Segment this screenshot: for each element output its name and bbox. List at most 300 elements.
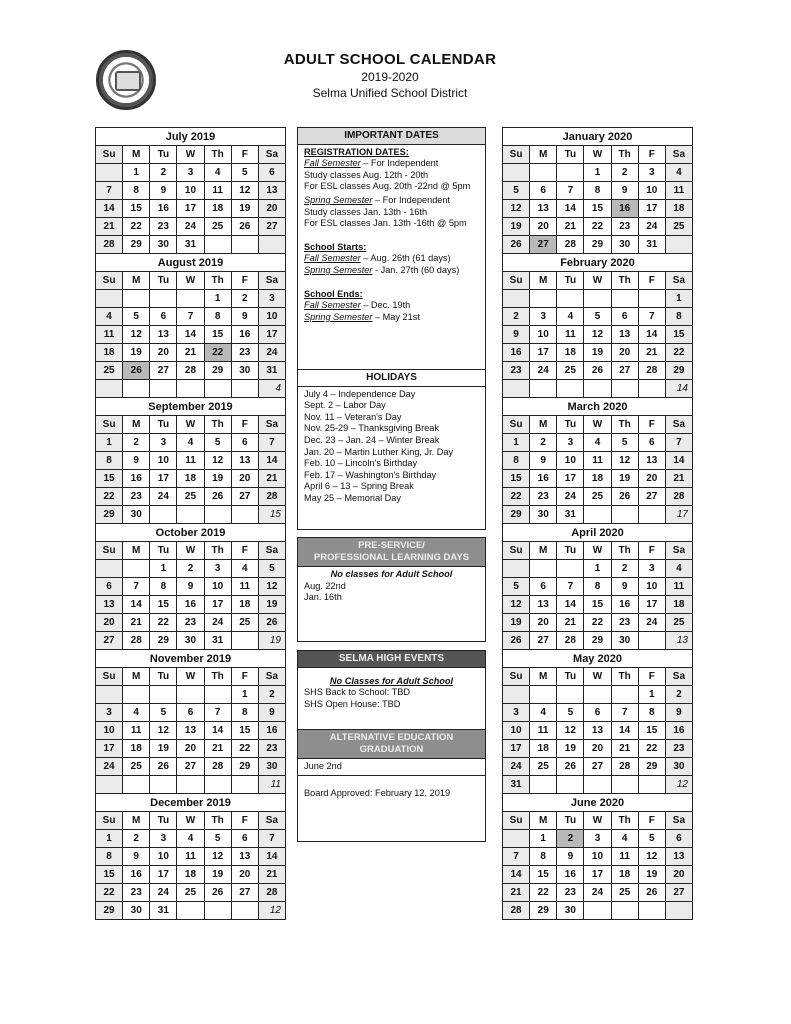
day-cell: 12 (150, 722, 177, 740)
weekday-header: F (231, 668, 258, 686)
day-cell: 21 (204, 740, 231, 758)
day-cell: 19 (503, 218, 530, 236)
holiday-item: Dec. 23 – Jan. 24 – Winter Break (304, 434, 440, 445)
weekday-header: Sa (258, 812, 285, 830)
day-cell (557, 776, 584, 794)
day-cell: 22 (584, 218, 611, 236)
day-cell (611, 290, 638, 308)
day-cell: 6 (530, 578, 557, 596)
weekday-header: Su (96, 812, 123, 830)
day-cell: 19 (584, 344, 611, 362)
day-cell: 1 (530, 830, 557, 848)
weekday-header: Su (503, 812, 530, 830)
day-cell (231, 776, 258, 794)
day-cell: 28 (503, 902, 530, 920)
day-cell (584, 686, 611, 704)
day-cell (557, 560, 584, 578)
day-cell: 27 (584, 758, 611, 776)
day-cell: 15 (123, 200, 150, 218)
day-cell (123, 776, 150, 794)
day-cell: 29 (584, 236, 611, 254)
day-cell (231, 236, 258, 254)
day-cell: 7 (638, 308, 665, 326)
day-cell: 13 (530, 200, 557, 218)
day-cell: 12 (204, 452, 231, 470)
day-cell: 23 (150, 218, 177, 236)
day-cell: 4 (96, 308, 123, 326)
day-cell (177, 776, 204, 794)
day-cell: 24 (150, 488, 177, 506)
day-cell: 16 (123, 470, 150, 488)
day-cell: 8 (150, 578, 177, 596)
day-cell: 12 (204, 848, 231, 866)
reg-spring-label: Spring Semester (304, 194, 373, 205)
day-cell: 10 (258, 308, 285, 326)
day-cell: 16 (611, 596, 638, 614)
day-cell: 1 (96, 830, 123, 848)
day-cell: 25 (96, 362, 123, 380)
day-cell: 5 (150, 704, 177, 722)
day-cell: 26 (503, 236, 530, 254)
calendar-column-right (502, 127, 693, 920)
day-cell: 22 (231, 740, 258, 758)
day-cell (231, 506, 258, 524)
day-cell: 12 (611, 452, 638, 470)
holiday-item: Sept. 2 – Labor Day (304, 400, 386, 411)
day-cell: 27 (611, 362, 638, 380)
school-starts-title: School Starts: (304, 241, 367, 252)
day-cell: 6 (231, 434, 258, 452)
weekday-header: F (638, 668, 665, 686)
day-cell: 22 (150, 614, 177, 632)
day-cell: 18 (584, 470, 611, 488)
weekday-header: Tu (150, 812, 177, 830)
day-cell: 23 (231, 344, 258, 362)
day-cell: 30 (530, 506, 557, 524)
weekday-header: Sa (258, 668, 285, 686)
day-cell: 23 (557, 884, 584, 902)
day-cell: 23 (665, 740, 692, 758)
reg-spring-text: – For Independent (372, 194, 451, 205)
starts-fall-label: Fall Semester (304, 253, 361, 264)
day-cell: 3 (530, 308, 557, 326)
day-cell: 24 (638, 218, 665, 236)
day-cell: 23 (611, 614, 638, 632)
day-cell: 8 (530, 848, 557, 866)
day-cell: 27 (530, 236, 557, 254)
weekday-header: M (123, 542, 150, 560)
day-cell: 4 (530, 704, 557, 722)
day-cell: 20 (611, 344, 638, 362)
instruction-day-count: 13 (665, 632, 692, 650)
day-cell: 13 (96, 596, 123, 614)
day-cell: 12 (123, 326, 150, 344)
day-cell: 5 (557, 704, 584, 722)
day-cell (96, 164, 123, 182)
day-cell: 2 (231, 290, 258, 308)
day-cell: 18 (557, 344, 584, 362)
holiday-item: Jan. 20 – Martin Luther King, Jr. Day (304, 446, 454, 457)
day-cell: 26 (503, 632, 530, 650)
day-cell: 29 (584, 632, 611, 650)
day-cell: 7 (611, 704, 638, 722)
day-cell: 19 (503, 614, 530, 632)
day-cell: 1 (584, 164, 611, 182)
day-cell: 12 (231, 182, 258, 200)
day-cell: 4 (123, 704, 150, 722)
weekday-header: M (530, 272, 557, 290)
day-cell: 13 (177, 722, 204, 740)
day-cell (611, 506, 638, 524)
weekday-header: Su (96, 272, 123, 290)
registration-title: REGISTRATION DATES: (304, 146, 409, 157)
day-cell: 1 (503, 434, 530, 452)
day-cell: 24 (503, 758, 530, 776)
day-cell: 31 (258, 362, 285, 380)
day-cell: 22 (96, 488, 123, 506)
day-cell: 13 (611, 326, 638, 344)
day-cell: 8 (584, 182, 611, 200)
day-cell: 24 (204, 614, 231, 632)
day-cell (584, 506, 611, 524)
day-cell: 28 (96, 236, 123, 254)
weekday-header: W (177, 146, 204, 164)
day-cell (584, 902, 611, 920)
day-cell: 25 (584, 488, 611, 506)
selma-events-heading: SELMA HIGH EVENTS (298, 651, 485, 668)
day-cell: 26 (584, 362, 611, 380)
day-cell: 5 (584, 308, 611, 326)
day-cell: 17 (530, 344, 557, 362)
weekday-header: Tu (557, 416, 584, 434)
weekday-header: W (584, 272, 611, 290)
day-cell: 26 (204, 884, 231, 902)
day-cell: 17 (177, 200, 204, 218)
instruction-day-count: 11 (258, 776, 285, 794)
day-cell: 21 (258, 866, 285, 884)
day-cell: 10 (177, 182, 204, 200)
month-grid (95, 127, 286, 920)
day-cell (231, 380, 258, 398)
day-cell: 1 (150, 560, 177, 578)
month-name: January 2020 (503, 128, 693, 146)
day-cell: 8 (665, 308, 692, 326)
month-name: October 2019 (96, 524, 286, 542)
day-cell: 25 (177, 488, 204, 506)
day-cell: 16 (177, 596, 204, 614)
weekday-header: M (123, 146, 150, 164)
preservice-note: No classes for Adult School (330, 569, 453, 579)
day-cell: 24 (96, 758, 123, 776)
weekday-header: Su (503, 272, 530, 290)
day-cell: 10 (584, 848, 611, 866)
day-cell: 31 (557, 506, 584, 524)
day-cell: 12 (258, 578, 285, 596)
day-cell: 6 (177, 704, 204, 722)
day-cell (204, 506, 231, 524)
day-cell (177, 290, 204, 308)
day-cell: 1 (123, 164, 150, 182)
day-cell: 9 (611, 182, 638, 200)
day-cell: 4 (204, 164, 231, 182)
weekday-header: Th (611, 812, 638, 830)
day-cell: 9 (530, 452, 557, 470)
weekday-header: Th (204, 542, 231, 560)
day-cell: 2 (150, 164, 177, 182)
day-cell: 3 (150, 830, 177, 848)
day-cell: 6 (611, 308, 638, 326)
weekday-header: Su (503, 542, 530, 560)
calendar-column-left (95, 127, 286, 920)
day-cell: 20 (530, 614, 557, 632)
day-cell (638, 290, 665, 308)
day-cell: 11 (204, 182, 231, 200)
day-cell: 21 (611, 740, 638, 758)
day-cell: 11 (123, 722, 150, 740)
weekday-header: M (530, 416, 557, 434)
day-cell: 14 (204, 722, 231, 740)
weekday-header: W (584, 812, 611, 830)
day-cell: 23 (258, 740, 285, 758)
weekday-header: F (638, 272, 665, 290)
weekday-header: Tu (557, 668, 584, 686)
day-cell: 21 (258, 470, 285, 488)
day-cell: 14 (177, 326, 204, 344)
day-cell: 14 (638, 326, 665, 344)
day-cell: 12 (638, 848, 665, 866)
month-grid (502, 127, 693, 920)
day-cell: 6 (584, 704, 611, 722)
instruction-day-count: 4 (258, 380, 285, 398)
weekday-header: M (123, 668, 150, 686)
day-cell: 5 (123, 308, 150, 326)
day-cell (530, 380, 557, 398)
day-cell (665, 236, 692, 254)
day-cell: 13 (150, 326, 177, 344)
day-cell: 21 (557, 614, 584, 632)
instruction-day-count: 19 (258, 632, 285, 650)
day-cell: 24 (557, 488, 584, 506)
day-cell (530, 164, 557, 182)
day-cell: 6 (665, 830, 692, 848)
day-cell: 17 (150, 470, 177, 488)
month-name: May 2020 (503, 650, 693, 668)
day-cell (96, 380, 123, 398)
day-cell: 7 (177, 308, 204, 326)
day-cell: 22 (204, 344, 231, 362)
weekday-header: Su (96, 416, 123, 434)
day-cell: 9 (123, 848, 150, 866)
day-cell (611, 902, 638, 920)
day-cell: 14 (123, 596, 150, 614)
day-cell (503, 164, 530, 182)
day-cell (177, 380, 204, 398)
weekday-header: Sa (665, 272, 692, 290)
reg-fall-label: Fall Semester (304, 158, 361, 169)
alt-graduation-box (297, 730, 486, 842)
reg-spring-esl: For ESL classes Jan. 13th -16th @ 5pm (304, 218, 467, 229)
day-cell: 4 (177, 434, 204, 452)
day-cell: 30 (557, 902, 584, 920)
day-cell: 10 (96, 722, 123, 740)
day-cell: 1 (584, 560, 611, 578)
day-cell: 5 (638, 830, 665, 848)
day-cell: 17 (503, 740, 530, 758)
day-cell: 3 (503, 704, 530, 722)
day-cell: 11 (177, 848, 204, 866)
day-cell: 4 (665, 560, 692, 578)
day-cell (557, 164, 584, 182)
day-cell: 25 (231, 614, 258, 632)
day-cell (150, 776, 177, 794)
day-cell (177, 506, 204, 524)
day-cell: 19 (123, 344, 150, 362)
weekday-header: Su (503, 416, 530, 434)
instruction-day-count: 17 (665, 506, 692, 524)
day-cell: 19 (204, 866, 231, 884)
holiday-item: Nov. 11 – Veteran's Day (304, 411, 402, 422)
day-cell: 15 (530, 866, 557, 884)
weekday-header: Th (611, 416, 638, 434)
day-cell (150, 380, 177, 398)
day-cell: 22 (665, 344, 692, 362)
day-cell: 17 (204, 596, 231, 614)
day-cell: 15 (204, 326, 231, 344)
selma-event-1: SHS Back to School: TBD (304, 687, 411, 698)
day-cell: 20 (231, 866, 258, 884)
weekday-header: M (123, 416, 150, 434)
reg-fall-esl: For ESL classes Aug. 20th -22nd @ 5pm (304, 181, 471, 192)
day-cell: 18 (231, 596, 258, 614)
starts-spring-label: Spring Semester (304, 264, 373, 275)
day-cell: 19 (150, 740, 177, 758)
day-cell: 2 (557, 830, 584, 848)
weekday-header: F (638, 812, 665, 830)
day-cell: 13 (231, 452, 258, 470)
day-cell: 4 (557, 308, 584, 326)
page-title: ADULT SCHOOL CALENDAR (283, 51, 497, 68)
day-cell: 2 (611, 164, 638, 182)
day-cell (503, 380, 530, 398)
day-cell: 21 (638, 344, 665, 362)
starts-fall-text: – Aug. 26th (61 days) (360, 253, 451, 264)
day-cell: 31 (150, 902, 177, 920)
day-cell: 11 (665, 182, 692, 200)
day-cell: 25 (123, 758, 150, 776)
day-cell (503, 686, 530, 704)
month-name: February 2020 (503, 254, 693, 272)
day-cell (584, 380, 611, 398)
day-cell: 16 (231, 326, 258, 344)
weekday-header: M (123, 272, 150, 290)
weekday-header: Sa (258, 416, 285, 434)
preservice-heading-1: PRE-SERVICE/ (358, 540, 425, 551)
day-cell: 26 (557, 758, 584, 776)
month-name: December 2019 (96, 794, 286, 812)
day-cell: 26 (611, 488, 638, 506)
day-cell: 30 (665, 758, 692, 776)
day-cell: 28 (557, 632, 584, 650)
weekday-header: F (231, 542, 258, 560)
weekday-header: Th (204, 416, 231, 434)
day-cell (611, 686, 638, 704)
day-cell: 24 (258, 344, 285, 362)
day-cell: 27 (96, 632, 123, 650)
reg-fall-study: Study classes Aug. 12th - 20th (304, 169, 429, 180)
day-cell: 26 (123, 362, 150, 380)
day-cell (557, 290, 584, 308)
day-cell: 8 (96, 848, 123, 866)
day-cell: 11 (611, 848, 638, 866)
day-cell: 10 (150, 848, 177, 866)
day-cell (611, 776, 638, 794)
day-cell: 21 (665, 470, 692, 488)
day-cell: 27 (231, 884, 258, 902)
weekday-header: Tu (150, 272, 177, 290)
day-cell (150, 506, 177, 524)
day-cell: 2 (177, 560, 204, 578)
day-cell: 1 (96, 434, 123, 452)
day-cell: 18 (665, 596, 692, 614)
day-cell: 5 (231, 164, 258, 182)
day-cell: 20 (231, 470, 258, 488)
day-cell: 11 (177, 452, 204, 470)
day-cell: 13 (530, 596, 557, 614)
day-cell: 5 (503, 182, 530, 200)
weekday-header: F (231, 272, 258, 290)
day-cell (638, 902, 665, 920)
ends-fall-label: Fall Semester (304, 300, 361, 311)
weekday-header: Tu (557, 812, 584, 830)
day-cell: 24 (150, 884, 177, 902)
day-cell: 31 (638, 236, 665, 254)
day-cell: 24 (530, 362, 557, 380)
day-cell: 23 (123, 488, 150, 506)
day-cell: 19 (557, 740, 584, 758)
weekday-header: Sa (665, 668, 692, 686)
weekday-header: M (530, 542, 557, 560)
day-cell: 7 (503, 848, 530, 866)
day-cell: 29 (204, 362, 231, 380)
info-column (297, 127, 486, 842)
weekday-header: F (231, 812, 258, 830)
month-name: November 2019 (96, 650, 286, 668)
day-cell: 18 (611, 866, 638, 884)
day-cell: 12 (503, 596, 530, 614)
day-cell: 4 (665, 164, 692, 182)
day-cell: 26 (258, 614, 285, 632)
day-cell: 23 (530, 488, 557, 506)
day-cell: 15 (150, 596, 177, 614)
month-name: September 2019 (96, 398, 286, 416)
selma-event-2: SHS Open House: TBD (304, 698, 401, 709)
day-cell: 20 (584, 740, 611, 758)
day-cell (584, 290, 611, 308)
day-cell: 8 (204, 308, 231, 326)
weekday-header: Su (96, 146, 123, 164)
day-cell: 25 (204, 218, 231, 236)
day-cell: 20 (96, 614, 123, 632)
day-cell: 4 (611, 830, 638, 848)
weekday-header: Sa (665, 416, 692, 434)
day-cell: 9 (557, 848, 584, 866)
holiday-item: Nov. 25-29 – Thanksgiving Break (304, 423, 439, 434)
day-cell (638, 776, 665, 794)
day-cell: 10 (638, 578, 665, 596)
day-cell: 29 (665, 362, 692, 380)
day-cell: 6 (231, 830, 258, 848)
day-cell: 2 (123, 830, 150, 848)
